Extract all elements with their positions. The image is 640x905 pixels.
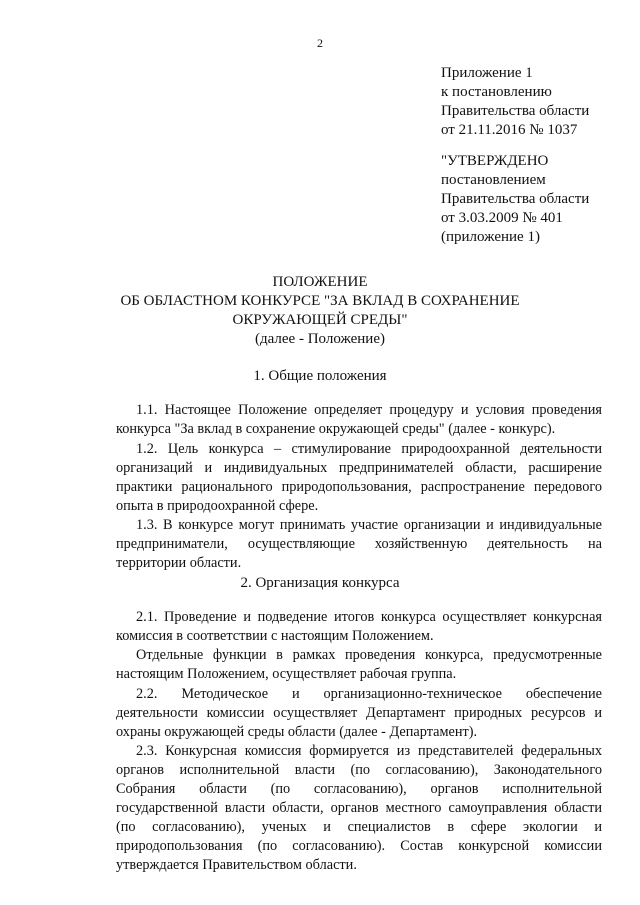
paragraph-text: 1.1. Настоящее Положение определяет процедуру и условия проведения конкурса "За вклад в сохранение окружающей среды" (далее - конкурс).: [116, 402, 602, 437]
approval-line: Правительства области: [441, 191, 590, 207]
paragraph-text: 1.2. Цель конкурса – стимулирование природоохранной деятельности организаций и индивидуальных предпринимателей области, расширение практики рационального природопользования, распространение передового опыта в природоохранной сфере.: [116, 441, 602, 514]
approval-line: "УТВЕРЖДЕНО: [441, 153, 549, 169]
approval-stamp-block: [441, 152, 631, 247]
approval-line: постановлением: [441, 172, 546, 188]
paragraph-text: 2.3. Конкурсная комиссия формируется из представителей федеральных органов исполнительной власти (по согласованию), Законодательного Собрания области (по согласованию), органов исполнительной государственной власти области, органов местного самоуправления области (по согласованию), ученых и специалистов в сфере экологии и природопользования (по согласованию). Состав конкурсной комиссии утверждается Правительством области.: [116, 743, 602, 873]
paragraph-text: Отдельные функции в рамках проведения конкурса, предусмотренные настоящим Положением, осуществляет рабочая группа.: [116, 647, 602, 682]
paragraph: [116, 646, 602, 684]
appendix-line: Правительства области: [441, 103, 590, 119]
title-line: ОКРУЖАЮЩЕЙ СРЕДЫ": [232, 312, 408, 328]
approval-line: от 3.03.2009 № 401: [441, 210, 563, 226]
approval-line: (приложение 1): [441, 229, 540, 245]
title-line: ПОЛОЖЕНИЕ: [272, 274, 368, 290]
paragraph: [116, 516, 602, 573]
appendix-line: от 21.11.2016 № 1037: [441, 122, 578, 138]
section-heading: 1. Общие положения: [253, 368, 387, 384]
paragraph: [116, 608, 602, 646]
paragraph: [116, 742, 602, 875]
paragraph-text: 2.1. Проведение и подведение итогов конкурса осуществляет конкурсная комиссия в соответствии с настоящим Положением.: [116, 609, 602, 644]
title-line: (далее - Положение): [255, 331, 385, 347]
paragraph-text: 2.2. Методическое и организационно-техническое обеспечение деятельности комиссии осуществляет Департамент природных ресурсов и охраны окружающей среды области (далее - Департамент).: [116, 686, 602, 740]
paragraph-text: 1.3. В конкурсе могут принимать участие организации и индивидуальные предприниматели, осуществляющие хозяйственную деятельность на территории области.: [116, 517, 602, 571]
section-heading: 2. Организация конкурса: [240, 575, 400, 591]
document-title: [0, 273, 640, 349]
appendix-line: к постановлению: [441, 84, 552, 100]
page-number: 2: [317, 36, 323, 50]
appendix-line: Приложение 1: [441, 65, 533, 81]
appendix-reference-block: [441, 64, 631, 140]
paragraph: [116, 440, 602, 516]
title-line: ОБ ОБЛАСТНОМ КОНКУРСЕ "ЗА ВКЛАД В СОХРАНЕНИЕ: [120, 293, 520, 309]
paragraph: [116, 401, 602, 439]
paragraph: [116, 685, 602, 742]
